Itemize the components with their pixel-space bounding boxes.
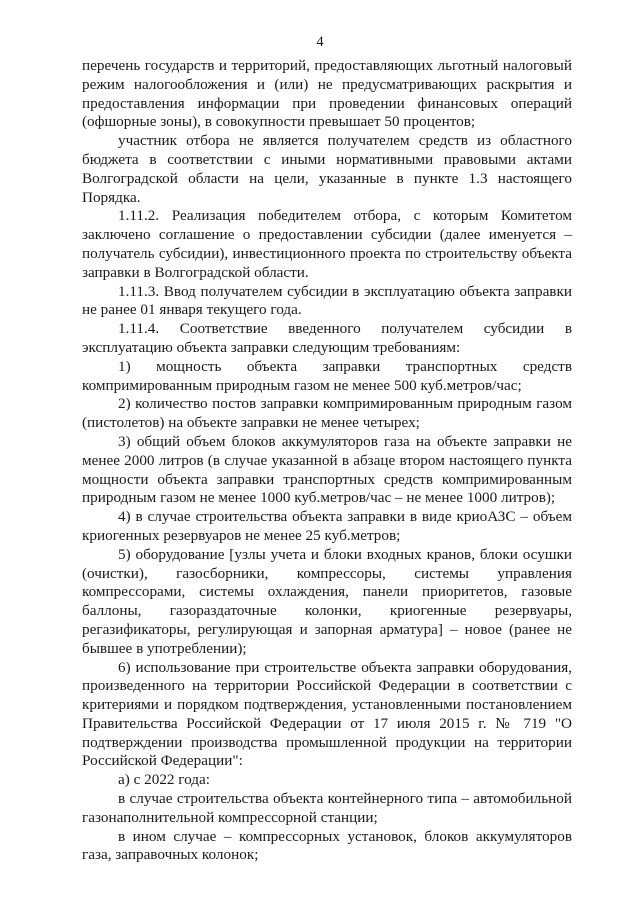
- page-number: 4: [316, 34, 324, 50]
- paragraph-participant-not-recipient: участник отбора не является получателем средств из областного бюджета в соответствии с иными нормативными правовыми актами Волгоградской области на цели, указанные в пункте 1.3 настоящего Порядка.: [82, 132, 572, 206]
- paragraph-requirement-5: 5) оборудование [узлы учета и блоки входных кранов, блоки осушки (очистки), газосборники, компрессоры, системы управления компрессорами, системы охлаждения, панели приоритетов, газовые баллоны, газораздаточные колонки, криогенные резервуары, регазификаторы, регулирующая и запорная арматура] – новое (ранее не бывшее в употреблении);: [82, 545, 572, 657]
- paragraph-offshore-list: перечень государств и территорий, предоставляющих льготный налоговый режим налогообложения и (или) не предусматривающих раскрытия и предоставления информации при проведении финансовых операций (офшорные зоны), в совокупности превышает 50 процентов;: [82, 57, 572, 131]
- paragraph-requirement-6: 6) использование при строительстве объекта заправки оборудования, произведенного на территории Российской Федерации в соответствии с критериями и порядком подтверждения, установленными постановлением Правительства Российской Федерации от 17 июля 2015 г. № 719 "О подтверждении производства промышленной продукции на территории Российской Федерации":: [82, 658, 572, 770]
- document-body: [82, 57, 572, 865]
- paragraph-requirement-3: 3) общий объем блоков аккумуляторов газа на объекте заправки не менее 2000 литров (в случае указанной в абзаце втором настоящего пункта мощности объекта заправки транспортных средств компримированным природным газом не менее 1000 куб.метров/час – не менее 1000 литров);: [82, 432, 572, 507]
- paragraph-requirement-1: 1) мощность объекта заправки транспортных средств компримированным природным газом не менее 500 куб.метров/час;: [82, 357, 572, 394]
- paragraph-other-case: в ином случае – компрессорных установок, блоков аккумуляторов газа, заправочных колонок;: [82, 827, 572, 864]
- paragraph-1-11-3: 1.11.3. Ввод получателем субсидии в эксплуатацию объекта заправки не ранее 01 января текущего года.: [82, 282, 572, 319]
- paragraph-subitem-a: а) с 2022 года:: [118, 771, 210, 789]
- paragraph-1-11-2: 1.11.2. Реализация победителем отбора, с которым Комитетом заключено соглашение о предоставлении субсидии (далее именуется – получатель субсидии), инвестиционного проекта по строительству объекта заправки в Волгоградской области.: [82, 207, 572, 281]
- paragraph-requirement-2: 2) количество постов заправки компримированным природным газом (пистолетов) на объекте заправки не менее четырех;: [82, 395, 572, 432]
- paragraph-requirement-4: 4) в случае строительства объекта заправки в виде криоАЗС – объем криогенных резервуаров не менее 25 куб.метров;: [82, 508, 572, 544]
- paragraph-1-11-4: 1.11.4. Соответствие введенного получателем субсидии в эксплуатацию объекта заправки следующим требованиям:: [82, 320, 572, 356]
- paragraph-container-case: в случае строительства объекта контейнерного типа – автомобильной газонаполнительной компрессорной станции;: [82, 790, 572, 826]
